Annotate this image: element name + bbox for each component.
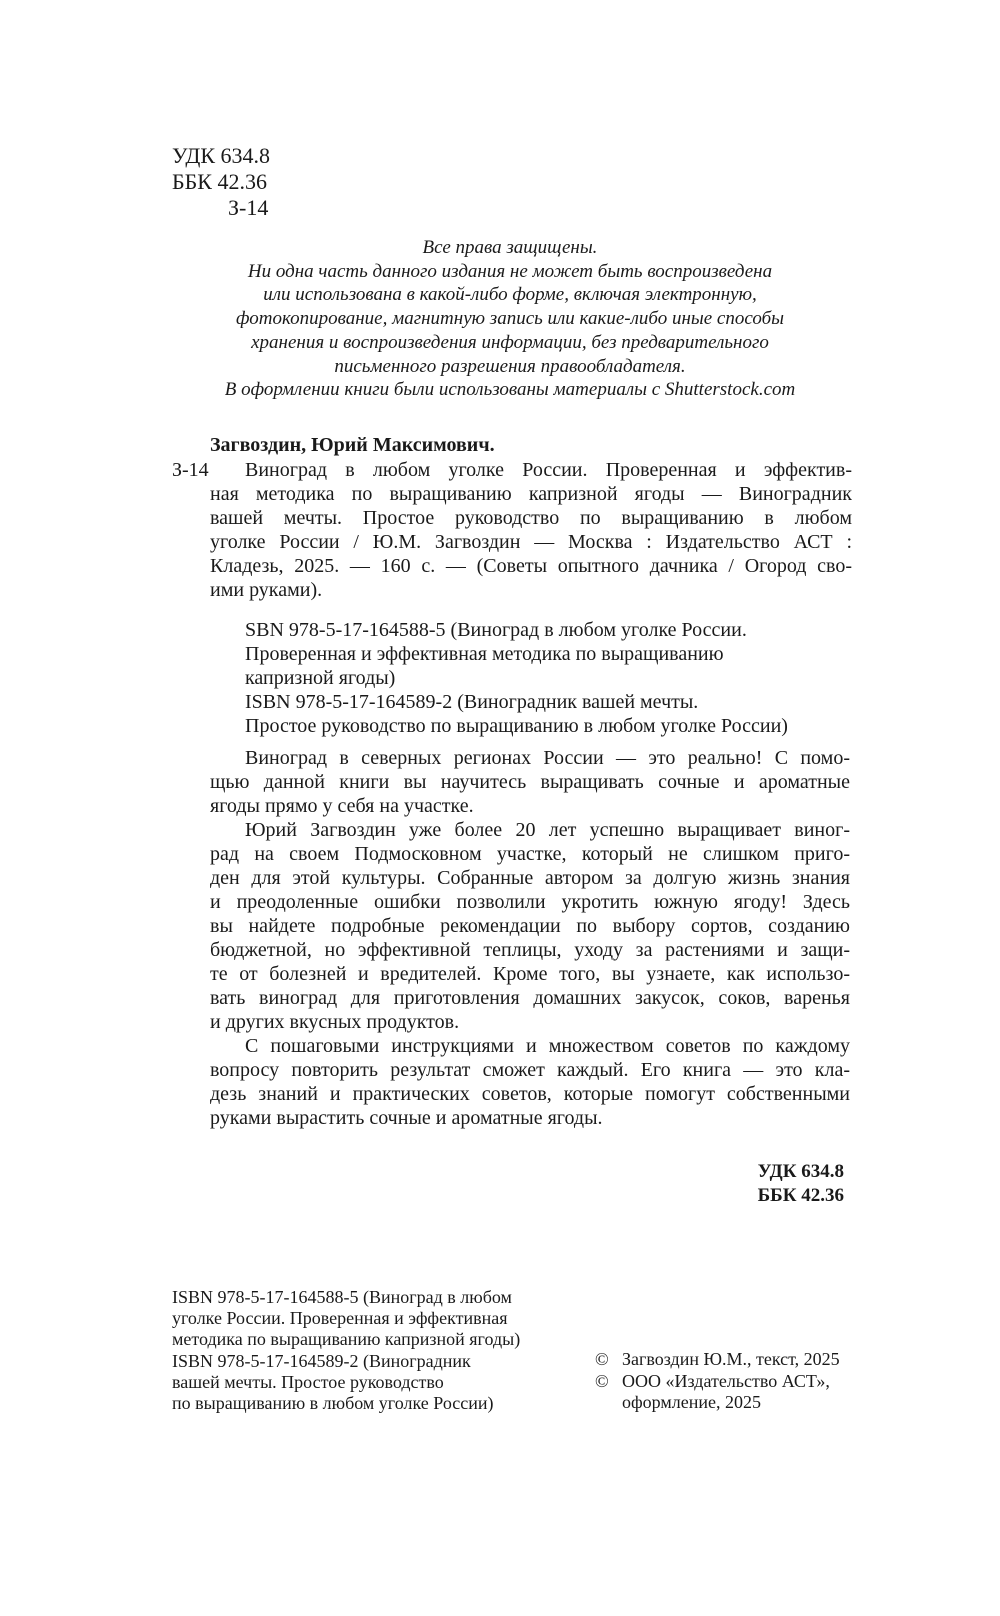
isbn-line: ISBN 978-5-17-164589-2 (Виноградник вашей мечты. — [245, 691, 699, 713]
isbn-line: ISBN 978-5-17-164588-5 (Виноград в любом — [172, 1287, 512, 1307]
copyright-text: Загвоздин Ю.М., текст, 2025 — [622, 1349, 840, 1369]
abstract-line: ден для этой культуры. Собранные автором за долгую жизнь знания — [210, 867, 850, 889]
entry-line: уголке России / Ю.М. Загвоздин — Москва : Издательство АСТ : — [210, 531, 852, 553]
rights-line: хранения и воспроизведения информации, без предварительного — [251, 331, 769, 353]
abstract — [210, 746, 850, 1130]
udk-code: УДК 634.8 — [172, 143, 271, 168]
abstract-paragraph — [210, 746, 850, 818]
rights-line: или использована в какой-либо форме, включая электронную, — [263, 284, 757, 306]
footer-isbn-block — [172, 1287, 520, 1414]
copyright-text: оформление, 2025 — [622, 1392, 762, 1412]
entry-line: ная методика по выращиванию капризной ягоды — Виноградник — [210, 483, 852, 505]
abstract-line: С пошаговыми инструкциями и множеством советов по каждому — [245, 1035, 850, 1057]
rights-line: В оформлении книги были использованы материалы с Shutterstock.com — [224, 379, 796, 401]
abstract-line: щью данной книги вы научитесь выращивать сочные и ароматные — [210, 771, 850, 793]
copyright-line — [595, 1349, 840, 1371]
copyright-icon: © — [595, 1370, 609, 1391]
author-mark: З-14 — [228, 195, 269, 220]
isbn-line: Проверенная и эффективная методика по выращиванию — [245, 643, 724, 665]
abstract-line: вать виноград для приготовления домашних закусок, соков, варенья — [210, 987, 850, 1009]
abstract-line: вопросу повторить результат сможет каждый. Его книга — это кла- — [210, 1059, 850, 1081]
abstract-line: ягоды прямо у себя на участке. — [210, 795, 474, 817]
abstract-paragraph — [210, 1034, 850, 1130]
abstract-line: и преодоленные ошибки позволили укротить южную ягоду! Здесь — [210, 891, 850, 913]
abstract-line: рад на своем Подмосковном участке, который не слишком приго- — [210, 843, 850, 865]
entry-text: Виноград в любом уголке России. Проверенная и эффектив- — [245, 459, 852, 481]
isbn-line: SBN 978-5-17-164588-5 (Виноград в любом уголке России. — [245, 619, 747, 641]
copyright-line — [595, 1371, 840, 1393]
bbk-code: ББК 42.36 — [172, 169, 267, 194]
udk-code: УДК 634.8 — [757, 1161, 844, 1182]
isbn-line: ISBN 978-5-17-164589-2 (Виноградник — [172, 1350, 471, 1371]
abstract-line: Виноград в северных регионах России — это реально! С помо- — [245, 747, 850, 769]
bibliographic-entry — [172, 458, 852, 602]
abstract-line: те от болезней и вредителей. Кроме того, вы узнаете, как использо- — [210, 963, 850, 985]
isbn-line: методика по выращиванию капризной ягоды) — [172, 1329, 521, 1350]
rights-line: фотокопирование, магнитную запись или какие-либо иные способы — [235, 308, 784, 330]
footer-classification-codes — [700, 1160, 844, 1208]
isbn-line: Простое руководство по выращиванию в любом уголке России) — [245, 715, 788, 737]
copyright-icon: © — [595, 1349, 609, 1369]
entry-code: З-14 — [172, 459, 209, 481]
classification-codes — [172, 143, 270, 221]
entry-line — [172, 458, 852, 482]
entry-line: Кладезь, 2025. — 160 с. — (Советы опытного дачника / Огород сво- — [210, 555, 852, 577]
rights-notice — [150, 236, 870, 402]
abstract-line: бюджетной, но эффективной теплицы, уходу за растениями и защи- — [210, 939, 850, 961]
rights-line: Ни одна часть данного издания не может быть воспроизведена — [247, 260, 773, 282]
entry-line: вашей мечты. Простое руководство по выращиванию в любом — [210, 507, 852, 529]
abstract-paragraph — [210, 818, 850, 1034]
isbn-line: по выращиванию в любом уголке России) — [172, 1393, 494, 1414]
copyright-text: ООО «Издательство АСТ», — [622, 1370, 830, 1391]
isbn-line: вашей мечты. Простое руководство — [172, 1371, 444, 1392]
author-heading: Загвоздин, Юрий Максимович. — [210, 434, 495, 456]
abstract-line: Юрий Загвоздин уже более 20 лет успешно выращивает виног- — [245, 819, 850, 841]
abstract-line: дезь знаний и практических советов, которые помогут собственными — [210, 1083, 850, 1105]
abstract-line: руками вырастить сочные и ароматные ягоды. — [210, 1107, 603, 1129]
abstract-line: вы найдете подробные рекомендации по выбору сортов, созданию — [210, 915, 850, 937]
entry-line: ими руками). — [210, 579, 323, 601]
rights-line: письменного разрешения правообладателя. — [334, 355, 686, 377]
isbn-line: уголке России. Проверенная и эффективная — [172, 1308, 508, 1329]
bbk-code: ББК 42.36 — [757, 1185, 844, 1206]
abstract-line: и других вкусных продуктов. — [210, 1011, 460, 1033]
copyright-block — [595, 1349, 840, 1414]
rights-line: Все права защищены. — [422, 237, 598, 258]
isbn-block — [245, 618, 788, 738]
isbn-line: капризной ягоды) — [245, 667, 396, 689]
